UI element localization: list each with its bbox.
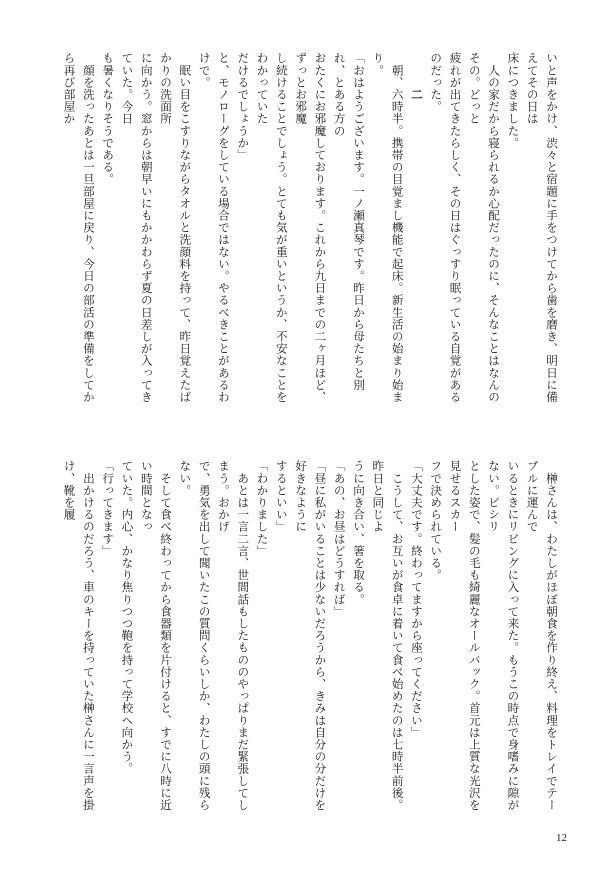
upper-text-tier — [45, 52, 561, 408]
text-column: 「おはようございます。一ノ瀬真琴です。昨日から母たちと別れ、とある方の — [332, 52, 367, 391]
text-column: 朝、六時半。携帯の目覚まし機能で起床。新生活の始まり始まり。 — [371, 52, 405, 403]
text-column: あとは一言二言、世間話もしたもののやっぱりまだ緊張してしまう。おかげ — [216, 460, 251, 811]
text-column: 床につきました。 — [506, 52, 521, 149]
text-column: とした姿で、髪の毛も綺麗なオールバック。首元は上質な光沢を見せるスカー — [448, 460, 482, 811]
text-column: するといい」 — [274, 460, 289, 533]
text-column: 出かけるのだろう、車のキーを持っていた榊さんに一言声を掛け、靴を履 — [62, 460, 96, 811]
text-column: 「昼に私がいることは少ないだろうから、きみは自分の分だけを好きなように — [294, 460, 328, 811]
text-column: いるときにリビングに入って来た。もうこの時点で身嗜みに隙がない。ピシリ — [487, 460, 521, 811]
text-column: 「行ってきます」 — [101, 460, 116, 557]
text-column: 榊さんは、わたしがほぼ朝食を作り終え、料理をトレイでテーブルに運んで — [525, 460, 559, 811]
text-column: 「大丈夫です。終わってますから座ってください」 — [409, 460, 424, 739]
page-number: 12 — [556, 832, 567, 844]
text-column: 人の家だから寝られるか心配だったのに、そんなことはなんのその。どっと — [467, 52, 502, 403]
text-column: 「あの、お昼はどうすれば」 — [332, 460, 347, 618]
text-column: ていた。内心、かなり焦りつつ鞄を持って学校へ向かう。 — [120, 460, 135, 775]
text-column: だけるでしょうか」 — [236, 52, 251, 161]
text-column: で、勇気を出して聞いたこの質問くらいしか、わたしの頭に残らない。 — [178, 460, 212, 811]
text-column: うに向き合い、箸を取る。 — [352, 460, 367, 606]
text-column: 眠い目をこすりながらタオルと洗顔料を持って、昨日覚えたばかりの洗面所 — [159, 52, 193, 403]
text-column: いと声をかけ、渋々と宿題に手をつけてから歯を磨き、明日に備えてその日は — [525, 52, 559, 403]
text-column: こうして、お互いが食卓に着いて食べ始めたのは七時半前後。昨日と同じよ — [371, 460, 405, 811]
text-column: おたくにお邪魔しております。これから九日までの二ヶ月ほど、ずっとお邪魔 — [294, 52, 328, 403]
text-column: し続けることでしょう。とても気が重いというか、不安なことをわかっていた — [255, 52, 289, 403]
text-column: と、モノローグをしている場合ではない。やるべきことがあるわけで。 — [197, 52, 231, 403]
text-column: 「わかりました」 — [255, 460, 270, 557]
text-column: 顔を洗ったあとは一旦部屋に戻り、今日の部活の準備をしてから再び部屋か — [62, 52, 96, 403]
chapter-number: 二 — [409, 52, 424, 101]
text-column: 疲れが出てきたらしく、その日はぐっすり眠っている自覚があるのだった。 — [429, 52, 463, 403]
lower-text-tier — [45, 460, 561, 816]
text-column: も暑くなりそうである。 — [101, 52, 116, 186]
text-column: に向かう。窓からは朝早いにもかかわらず夏の日差しが入ってきていた。今日 — [120, 52, 154, 403]
text-column: フで決められている。 — [429, 460, 444, 581]
text-column: そして食べ終わってから食器類を片付けると、すでに八時に近い時間となっ — [139, 460, 174, 811]
